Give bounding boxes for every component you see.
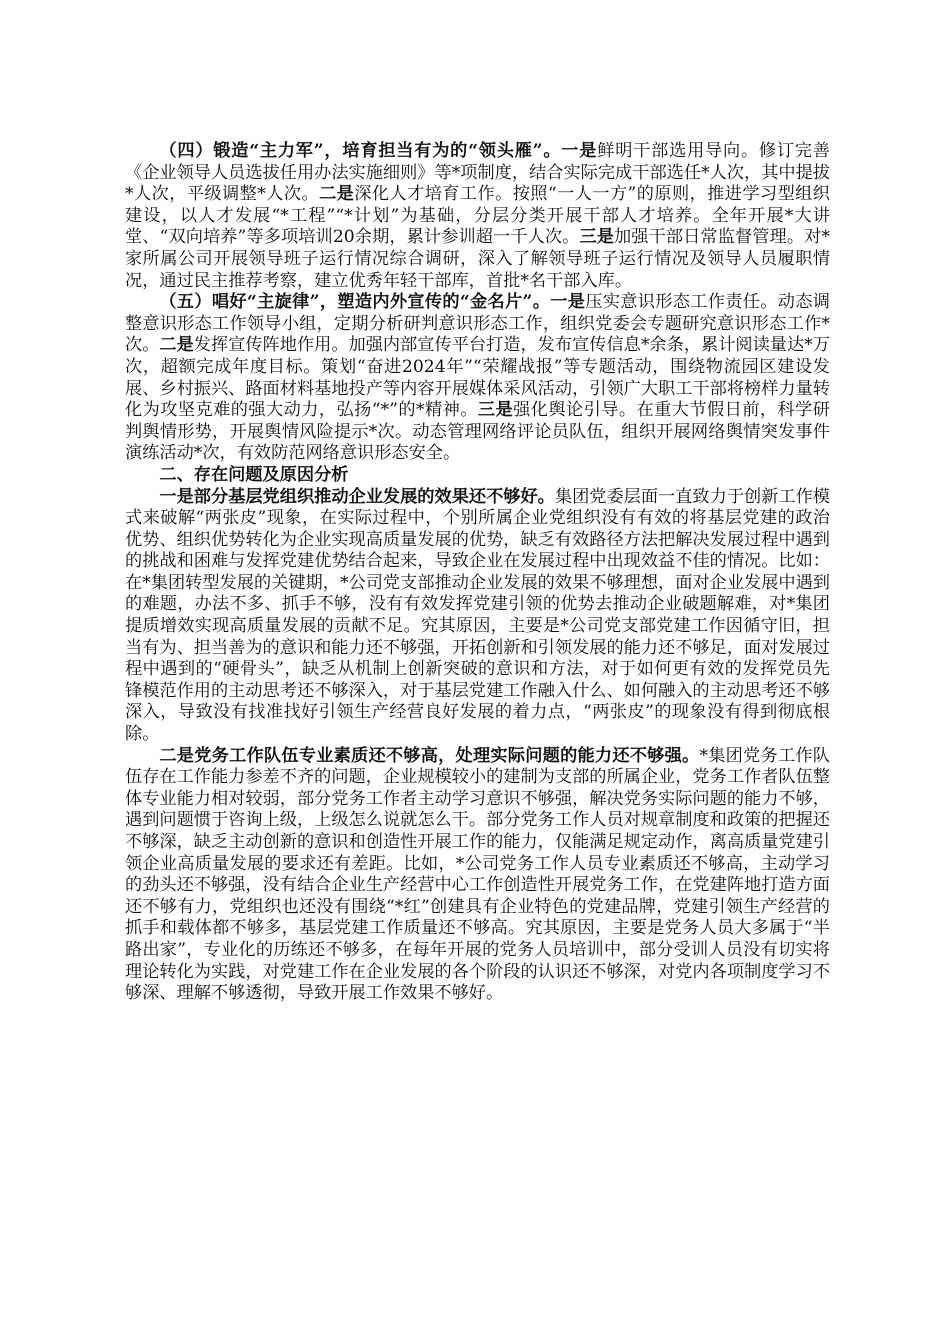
paragraph-text: *集团党务工作队伍存在工作能力参差不齐的问题，企业规模较小的建制为支部的所属企业，党务工作者队伍整体专业能力相对较弱，部分党务工作者主动学习意识不够强，解决党务实际问题的能力不够，遇到问题惯于咨询上级，上级怎么说就怎么干。部分党务工作人员对规章制度和政策的把握还不够深，缺乏主动创新的意识和创造性开展工作的能力，仅能满足规定动作，离高质量党建引领企业高质量发展的要求还有差距。比如，*公司党务工作人员专业素质还不够高，主动学习的劲头还不够强，没有结合企业生产经营中心工作创造性开展党务工作，在党建阵地打造方面还不够有力，党组织也还没有围绕“*红”创建具有企业特色的党建品牌，党建引领生产经营的抓手和载体都不够多，基层党建工作质量还不够高。究其原因，主要是党务人员大多属于“半路出家”，专业化的历练还不够多，在每年开展的党务人员培训中，部分受训人员没有切实将理论转化为实践，对党建工作在企业发展的各个阶段的认识还不够深，对党内各项制度学习不够深、理解不够透彻，导致开展工作效果不够好。	[125, 745, 830, 1004]
paragraph-text: 发挥宣传阵地作用。加强内部宣传平台打造，发布宣传信息*余条，累计阅读量达*万次，超额完成年度目标。策划“奋进2024年”“荣耀战报”等专题活动，围绕物流园区建设发展、乡村振兴、路面材料基地投产等内容开展媒体采风活动，引领广大职工干部将榜样力量转化为攻坚克难的强大动力，弘扬“*”的*精神。	[125, 335, 830, 421]
point-marker: 三是	[579, 227, 615, 248]
point-marker: 三是	[477, 400, 514, 421]
heading-text: 二、存在问题及原因分析	[159, 464, 349, 485]
paragraph-publicity	[125, 292, 830, 465]
point-marker: 二是	[319, 184, 355, 205]
paragraph-text: 压实意识形态工作责任。动态调整意识形态工作领导小组，定期分析研判意识形态工作，组织党委会专题研究意识形态工作*次。	[125, 292, 830, 356]
section-title-four: （四）锻造“主力军”，培育担当有为的“领头雁”。一是	[159, 141, 598, 161]
problem-title-two: 二是党务工作队伍专业素质还不够高，处理实际问题的能力还不够强。	[159, 745, 700, 766]
section-title-five: （五）唱好“主旋律”，塑造内外宣传的“金名片”。一是	[159, 292, 586, 313]
paragraph-text: 鲜明干部选用导向。修订完善《企业领导人员选拔任用办法实施细则》等*项制度，结合实际完成干部选任*人次，其中提拔*人次，平级调整*人次。	[125, 141, 830, 205]
paragraph-text: 深化人才培育工作。按照“一人一方”的原则，推进学习型组织建设，以人才发展“*工程”“*计划”为基础，分层分类开展干部人才培养。全年开展*大讲堂、“双向培养”等多项培训20余期，累计参训超一千人次。	[125, 184, 830, 248]
paragraph-problem-two	[125, 746, 830, 1005]
paragraph-cadre-building	[125, 141, 830, 292]
paragraph-problem-one	[125, 487, 830, 746]
paragraph-text: 强化舆论引导。在重大节假日前，科学研判舆情形势，开展舆情风险提示*次。动态管理网络评论员队伍，组织开展网络舆情突发事件演练活动*次，有效防范网络意识形态安全。	[125, 400, 830, 464]
paragraph-text: 加强干部日常监督管理。对*家所属公司开展领导班子运行情况综合调研，深入了解领导班子运行情况及领导人员履职情况，通过民主推荐考察，建立优秀年轻干部库，首批*名干部入库。	[125, 227, 830, 291]
document-body	[125, 141, 830, 1005]
section-heading-problems	[125, 465, 830, 487]
paragraph-text: 集团党委层面一直致力于创新工作模式来破解“两张皮”现象，在实际过程中，个别所属企业党组织没有有效的将基层党建的政治优势、组织优势转化为企业实现高质量发展的优势，缺乏有效路径方法把解决发展过程中遇到的挑战和困难与发挥党建优势结合起来，导致企业在发展过程中出现效益不佳的情况。比如：在*集团转型发展的关键期，*公司党支部推动企业发展的效果不够理想，面对企业发展中遇到的难题，办法不多、抓手不够，没有有效发挥党建引领的优势去推动企业破题解难，对*集团提质增效实现高质量发展的贡献不足。究其原因，主要是*公司党支部党建工作因循守旧，担当有为、担当善为的意识和能力还不够强，开拓创新和引领发展的能力还不够足，面对发展过程中遇到的“硬骨头”，缺乏从机制上创新突破的意识和方法，对于如何更有效的发挥党员先锋模范作用的主动思考还不够深入，对于基层党建工作融入什么、如何融入的主动思考还不够深入，导致没有找准找好引领生产经营良好发展的着力点，“两张皮”的现象没有得到彻底根除。	[125, 486, 830, 745]
problem-title-one: 一是部分基层党组织推动企业发展的效果还不够好。	[159, 486, 555, 507]
point-marker: 二是	[159, 335, 194, 356]
